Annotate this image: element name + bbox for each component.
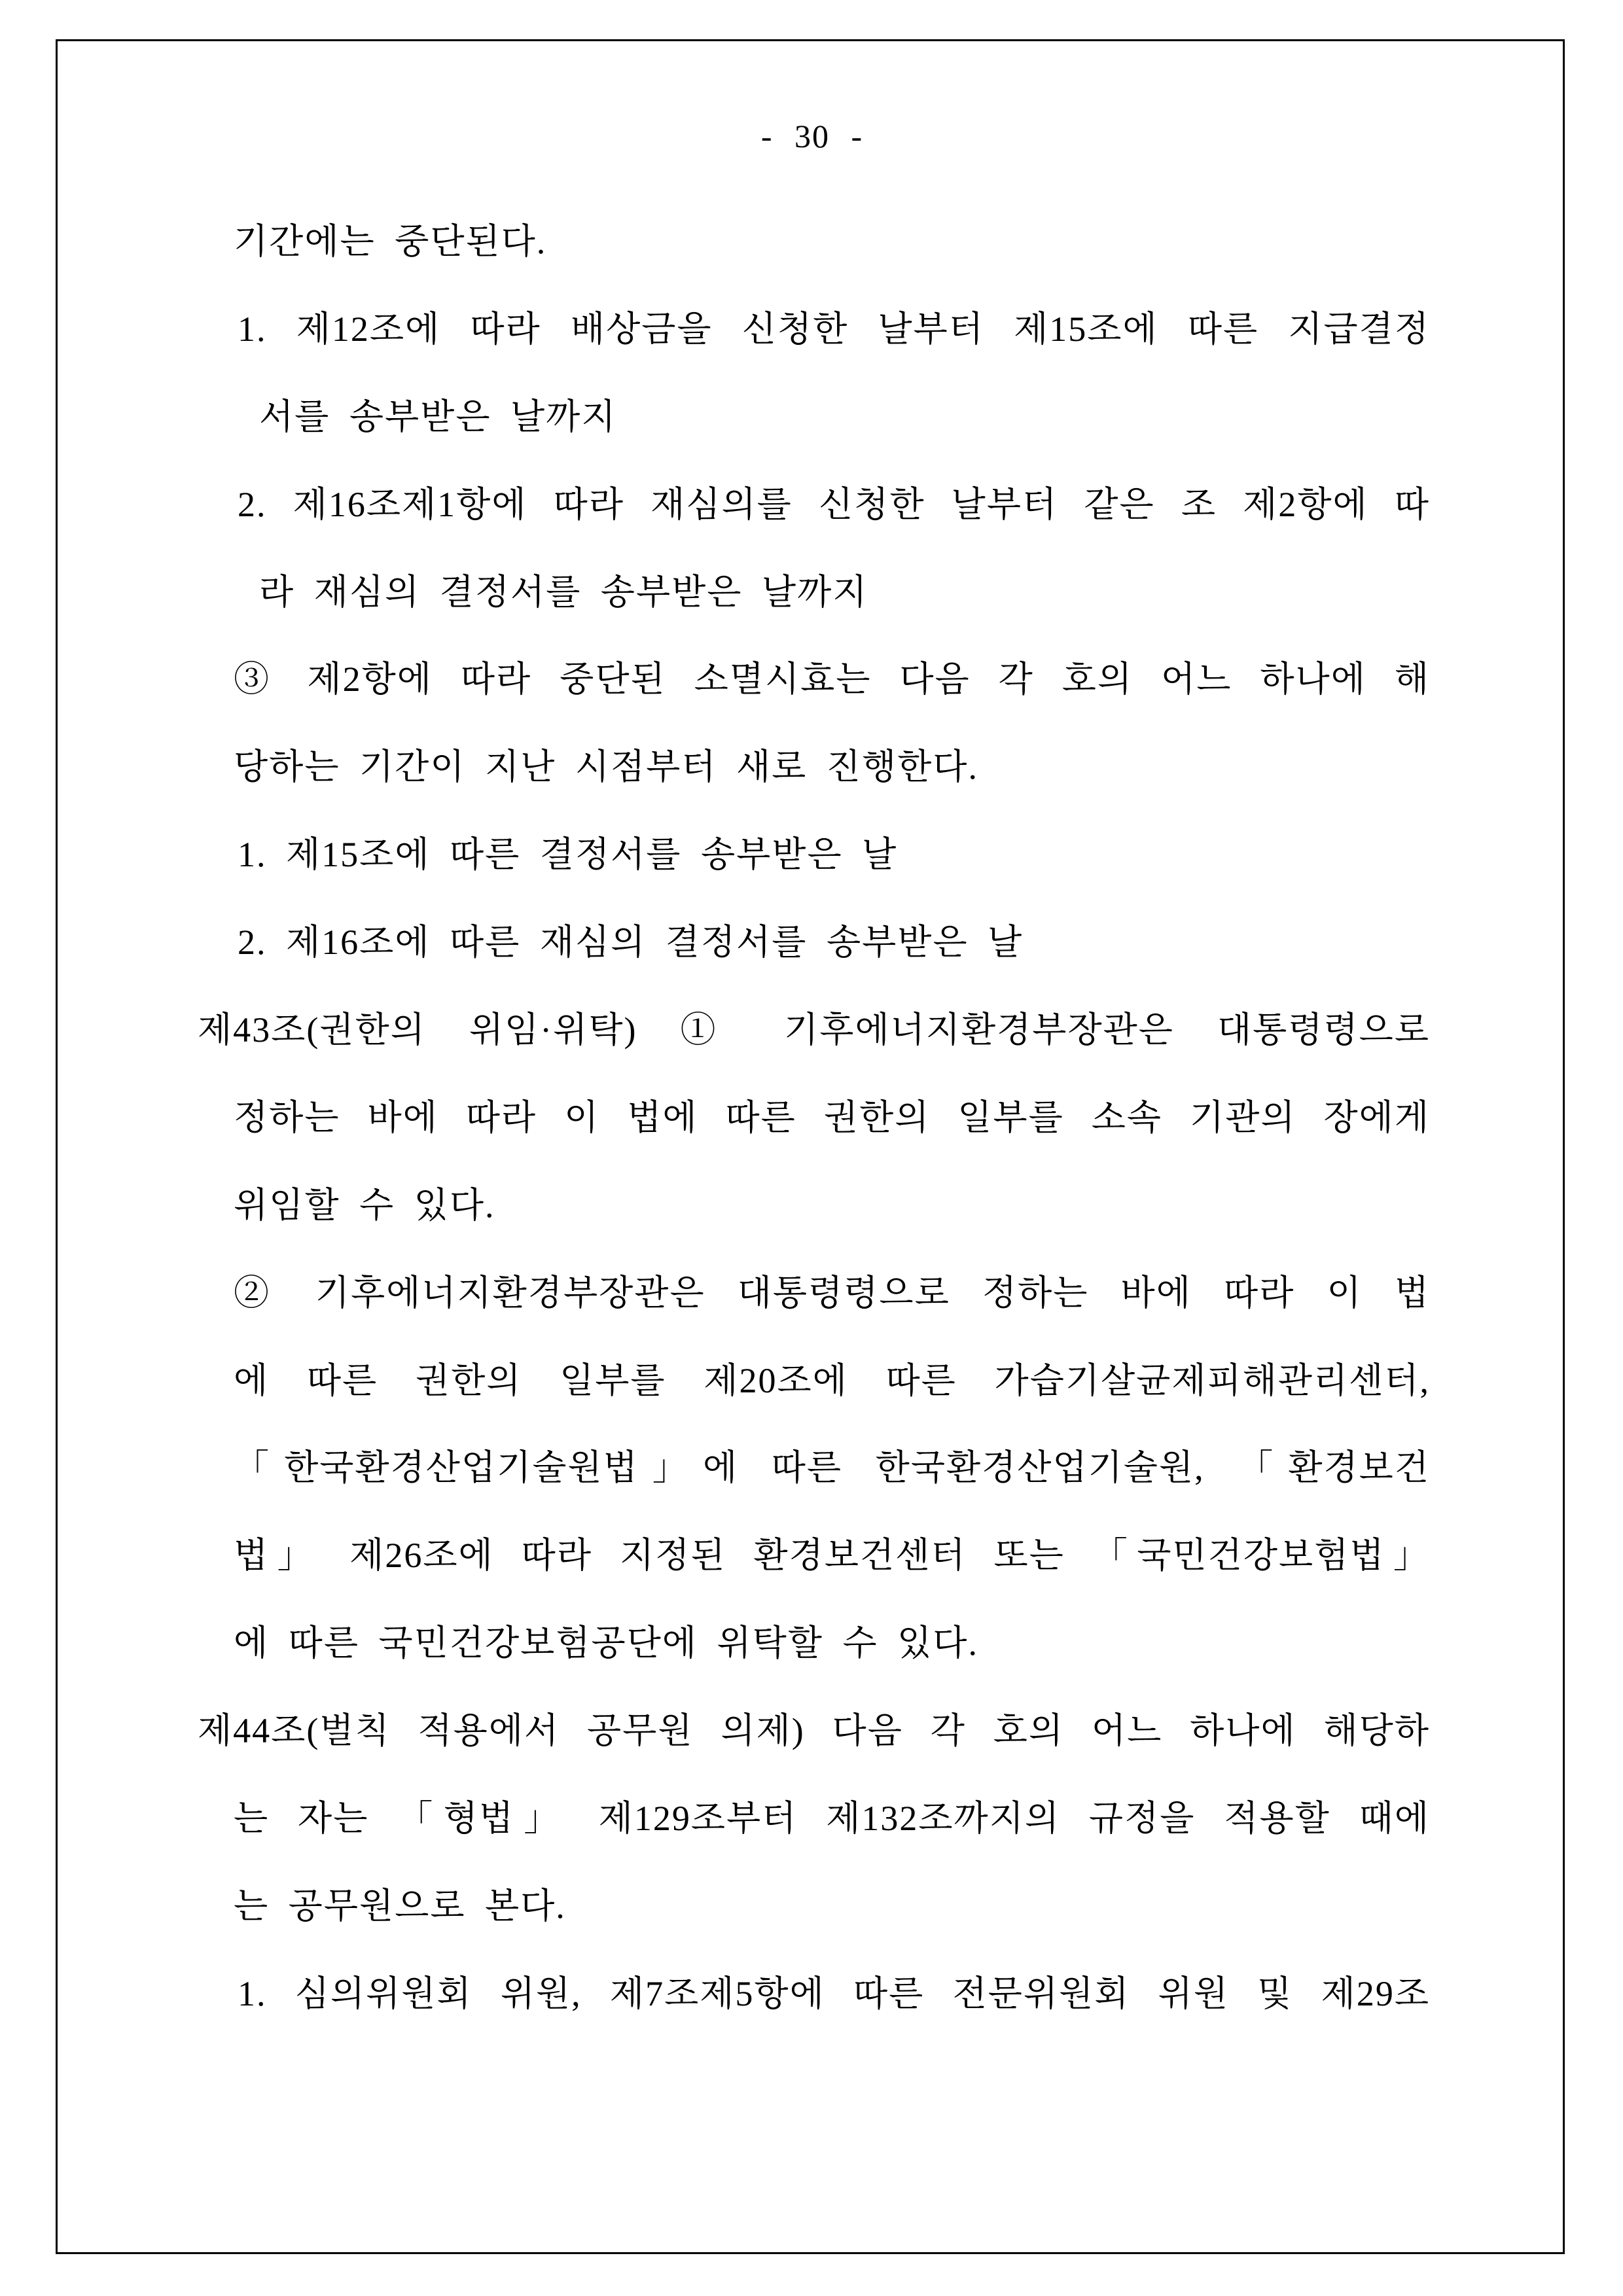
text-line: 1. 제15조에 따른 결정서를 송부받은 날 (238, 835, 898, 875)
text-line: 당하는 기간이 지난 시점부터 새로 진행한다. (234, 747, 978, 787)
text-line: 는 공무원으로 본다. (234, 1886, 566, 1926)
text-line: 1. 제12조에 따라 배상금을 신청한 날부터 제15조에 따른 지급결정 (238, 309, 1430, 349)
text-line: 정하는 바에 따라 이 법에 따른 권한의 일부를 소속 기관의 장에게 (234, 1097, 1430, 1137)
text-line: 에 따른 권한의 일부를 제20조에 따른 가습기살균제피해관리센터, (234, 1360, 1430, 1400)
text-line: 법」 제26조에 따라 지정된 환경보건센터 또는 「국민건강보험법」 (234, 1536, 1430, 1576)
text-line: 에 따른 국민건강보험공단에 위탁할 수 있다. (234, 1623, 978, 1663)
text-line: 기간에는 중단된다. (234, 222, 547, 261)
text-line: ② 기후에너지환경부장관은 대통령령으로 정하는 바에 따라 이 법 (234, 1273, 1430, 1313)
text-line: 위임할 수 있다. (234, 1185, 495, 1225)
text-line: ③ 제2항에 따라 중단된 소멸시효는 다음 각 호의 어느 하나에 해 (234, 660, 1430, 699)
text-line: 1. 심의위원회 위원, 제7조제5항에 따른 전문위원회 위원 및 제29조 (238, 1973, 1430, 2013)
text-line: 「한국환경산업기술원법」에 따른 한국환경산업기술원, 「환경보건 (234, 1448, 1430, 1488)
text-line: 2. 제16조제1항에 따라 재심의를 신청한 날부터 같은 조 제2항에 따 (238, 484, 1430, 524)
text-line: 서를 송부받은 날까지 (259, 397, 617, 436)
text-line: 라 재심의 결정서를 송부받은 날까지 (259, 572, 868, 612)
text-line: 제43조(권한의 위임·위탁) ① 기후에너지환경부장관은 대통령령으로 (198, 1010, 1430, 1050)
page-number: - 30 - (760, 118, 864, 154)
text-line: 는 자는 「형법」 제129조부터 제132조까지의 규정을 적용할 때에 (234, 1799, 1430, 1839)
text-line: 2. 제16조에 따른 재심의 결정서를 송부받은 날 (238, 923, 1024, 963)
document-body (198, 198, 1430, 2038)
text-line: 제44조(벌칙 적용에서 공무원 의제) 다음 각 호의 어느 하나에 해당하 (198, 1711, 1430, 1751)
